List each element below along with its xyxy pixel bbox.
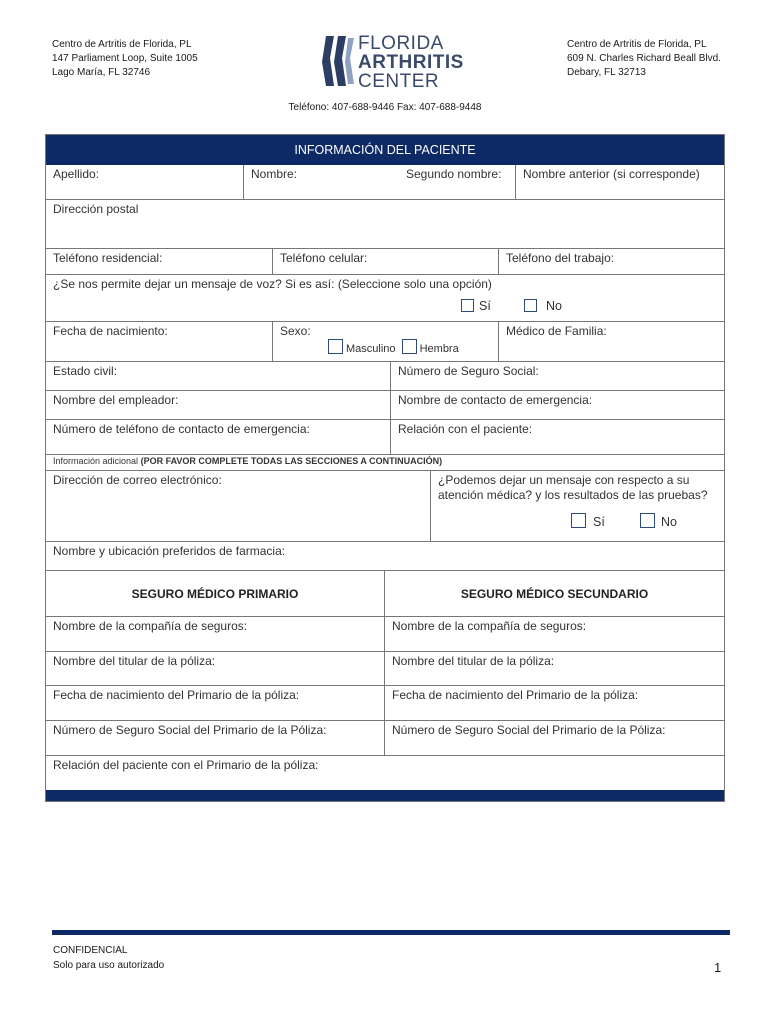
- logo-line: ARTHRITIS: [358, 52, 464, 73]
- apellido-label: Apellido:: [53, 167, 100, 181]
- info-adicional-note: (POR FAVOR COMPLETE TODAS LAS SECCIONES A CONTINUACIÓN): [140, 456, 443, 466]
- apellido-field[interactable]: [46, 165, 244, 200]
- estado-civil-label: Estado civil:: [53, 364, 118, 378]
- relacion-label: Relación con el paciente:: [398, 422, 533, 436]
- seguro-secundario-title: SEGURO MÉDICO SECUNDARIO: [460, 587, 649, 601]
- fecha-nacimiento-label: Fecha de nacimiento:: [53, 324, 168, 338]
- primario-fecha-label: Fecha de nacimiento del Primario de la póliza:: [53, 688, 300, 702]
- relacion-primario-field[interactable]: [46, 756, 724, 790]
- tel-celular-field[interactable]: [273, 249, 499, 275]
- info-adicional-row: [46, 455, 724, 471]
- hembra-checkbox[interactable]: [402, 339, 417, 354]
- direccion-label: Dirección postal: [53, 202, 139, 216]
- patient-form: [45, 134, 725, 802]
- logo-mark-icon: [320, 34, 356, 88]
- farmacia-field[interactable]: [46, 542, 724, 571]
- secundario-titular-label: Nombre del titular de la póliza:: [392, 654, 555, 668]
- medico-label: Médico de Familia:: [506, 324, 607, 338]
- footer-note: [53, 943, 164, 973]
- nombre-anterior-field[interactable]: [516, 165, 724, 200]
- masculino-checkbox[interactable]: [328, 339, 343, 354]
- right-address-line: Debary, FL 32713: [567, 67, 646, 78]
- footer-divider: [52, 930, 730, 935]
- primario-compania-field[interactable]: [46, 617, 385, 652]
- form-bottom-bar: [46, 790, 724, 801]
- ssn-field[interactable]: [391, 362, 724, 391]
- estado-civil-field[interactable]: [46, 362, 391, 391]
- phone-line: Teléfono: 407-688-9446 Fax: 407-688-9448: [288, 102, 482, 113]
- medico-field[interactable]: [499, 322, 724, 362]
- tel-trabajo-field[interactable]: [499, 249, 724, 275]
- medico-si-checkbox[interactable]: [571, 513, 586, 528]
- tel-residencial-label: Teléfono residencial:: [53, 251, 163, 265]
- direccion-field[interactable]: [46, 200, 724, 249]
- secundario-fecha-field[interactable]: [385, 686, 724, 721]
- voz-si-label: Sí: [479, 299, 491, 313]
- empleador-field[interactable]: [46, 391, 391, 420]
- nombre-anterior-label: Nombre anterior (si corresponde): [523, 167, 700, 181]
- voz-si-option[interactable]: [461, 299, 491, 313]
- page-number: 1: [714, 960, 722, 975]
- voz-no-option[interactable]: [524, 299, 562, 313]
- seguro-secundario-header: [385, 571, 724, 617]
- seguro-primario-header: [46, 571, 385, 617]
- left-address-line: Centro de Artritis de Florida, PL: [52, 39, 192, 50]
- secundario-titular-field[interactable]: [385, 652, 724, 686]
- logo-text: [358, 34, 464, 91]
- left-address-line: 147 Parliament Loop, Suite 1005: [52, 53, 198, 64]
- ssn-label: Número de Seguro Social:: [398, 364, 539, 378]
- relacion-primario-label: Relación del paciente con el Primario de la póliza:: [53, 758, 319, 772]
- tel-celular-label: Teléfono celular:: [280, 251, 368, 265]
- medico-si-label: Sí: [593, 515, 605, 529]
- sexo-field: [273, 322, 499, 362]
- primario-titular-label: Nombre del titular de la póliza:: [53, 654, 216, 668]
- farmacia-label: Nombre y ubicación preferidos de farmacia:: [53, 544, 286, 558]
- medico-no-label: No: [661, 515, 677, 529]
- logo-line: CENTER: [358, 71, 440, 92]
- primario-ssn-field[interactable]: [46, 721, 385, 756]
- tel-emergencia-label: Número de teléfono de contacto de emergencia:: [53, 422, 310, 436]
- right-address: [567, 38, 721, 80]
- mensaje-voz-row: [46, 275, 724, 322]
- fecha-nacimiento-field[interactable]: [46, 322, 273, 362]
- voz-no-label: No: [546, 299, 562, 313]
- secundario-ssn-field[interactable]: [385, 721, 724, 756]
- email-label: Dirección de correo electrónico:: [53, 473, 222, 487]
- hembra-label: Hembra: [419, 343, 459, 355]
- sexo-label: Sexo:: [280, 324, 311, 338]
- contacto-emergencia-field[interactable]: [391, 391, 724, 420]
- medico-no-checkbox[interactable]: [640, 513, 655, 528]
- voz-no-checkbox[interactable]: [524, 299, 537, 312]
- primario-ssn-label: Número de Seguro Social del Primario de la Póliza:: [53, 723, 327, 737]
- secundario-ssn-label: Número de Seguro Social del Primario de la Póliza:: [392, 723, 666, 737]
- confidencial-label: CONFIDENCIAL: [53, 945, 128, 956]
- sexo-options: [328, 339, 459, 355]
- masculino-label: Masculino: [346, 343, 396, 355]
- medico-no-option[interactable]: [640, 513, 677, 529]
- mensaje-voz-label: ¿Se nos permite dejar un mensaje de voz? Si es así: (Seleccione solo una opción): [53, 277, 492, 291]
- email-field[interactable]: [46, 471, 431, 542]
- florida-arthritis-logo: [320, 34, 470, 90]
- nombre-field[interactable]: [244, 165, 516, 200]
- empleador-label: Nombre del empleador:: [53, 393, 179, 407]
- contacto-emergencia-label: Nombre de contacto de emergencia:: [398, 393, 593, 407]
- nombre-label: Nombre:: [251, 167, 298, 181]
- secundario-compania-field[interactable]: [385, 617, 724, 652]
- form-title: INFORMACIÓN DEL PACIENTE: [294, 143, 476, 157]
- tel-emergencia-field[interactable]: [46, 420, 391, 455]
- medico-si-option[interactable]: [571, 513, 605, 529]
- form-title-bar: [46, 135, 724, 165]
- left-address-line: Lago María, FL 32746: [52, 67, 151, 78]
- primario-titular-field[interactable]: [46, 652, 385, 686]
- right-address-line: 609 N. Charles Richard Beall Blvd.: [567, 53, 721, 64]
- seguro-primario-title: SEGURO MÉDICO PRIMARIO: [131, 587, 299, 601]
- tel-residencial-field[interactable]: [46, 249, 273, 275]
- primario-compania-label: Nombre de la compañía de seguros:: [53, 619, 248, 633]
- voz-si-checkbox[interactable]: [461, 299, 474, 312]
- info-adicional-label: Información adicional: [53, 456, 139, 466]
- logo-line: FLORIDA: [358, 33, 444, 54]
- relacion-field[interactable]: [391, 420, 724, 455]
- left-address: [52, 38, 198, 80]
- right-address-line: Centro de Artritis de Florida, PL: [567, 39, 707, 50]
- mensaje-medico-row: [431, 471, 724, 542]
- secundario-compania-label: Nombre de la compañía de seguros:: [392, 619, 587, 633]
- tel-trabajo-label: Teléfono del trabajo:: [506, 251, 615, 265]
- secundario-fecha-label: Fecha de nacimiento del Primario de la póliza:: [392, 688, 639, 702]
- segundo-nombre-label: Segundo nombre:: [406, 167, 502, 181]
- primario-fecha-field[interactable]: [46, 686, 385, 721]
- solo-uso-label: Solo para uso autorizado: [53, 960, 165, 971]
- mensaje-medico-label: ¿Podemos dejar un mensaje con respecto a su atención médica? y los resultados de las pruebas?: [438, 473, 708, 502]
